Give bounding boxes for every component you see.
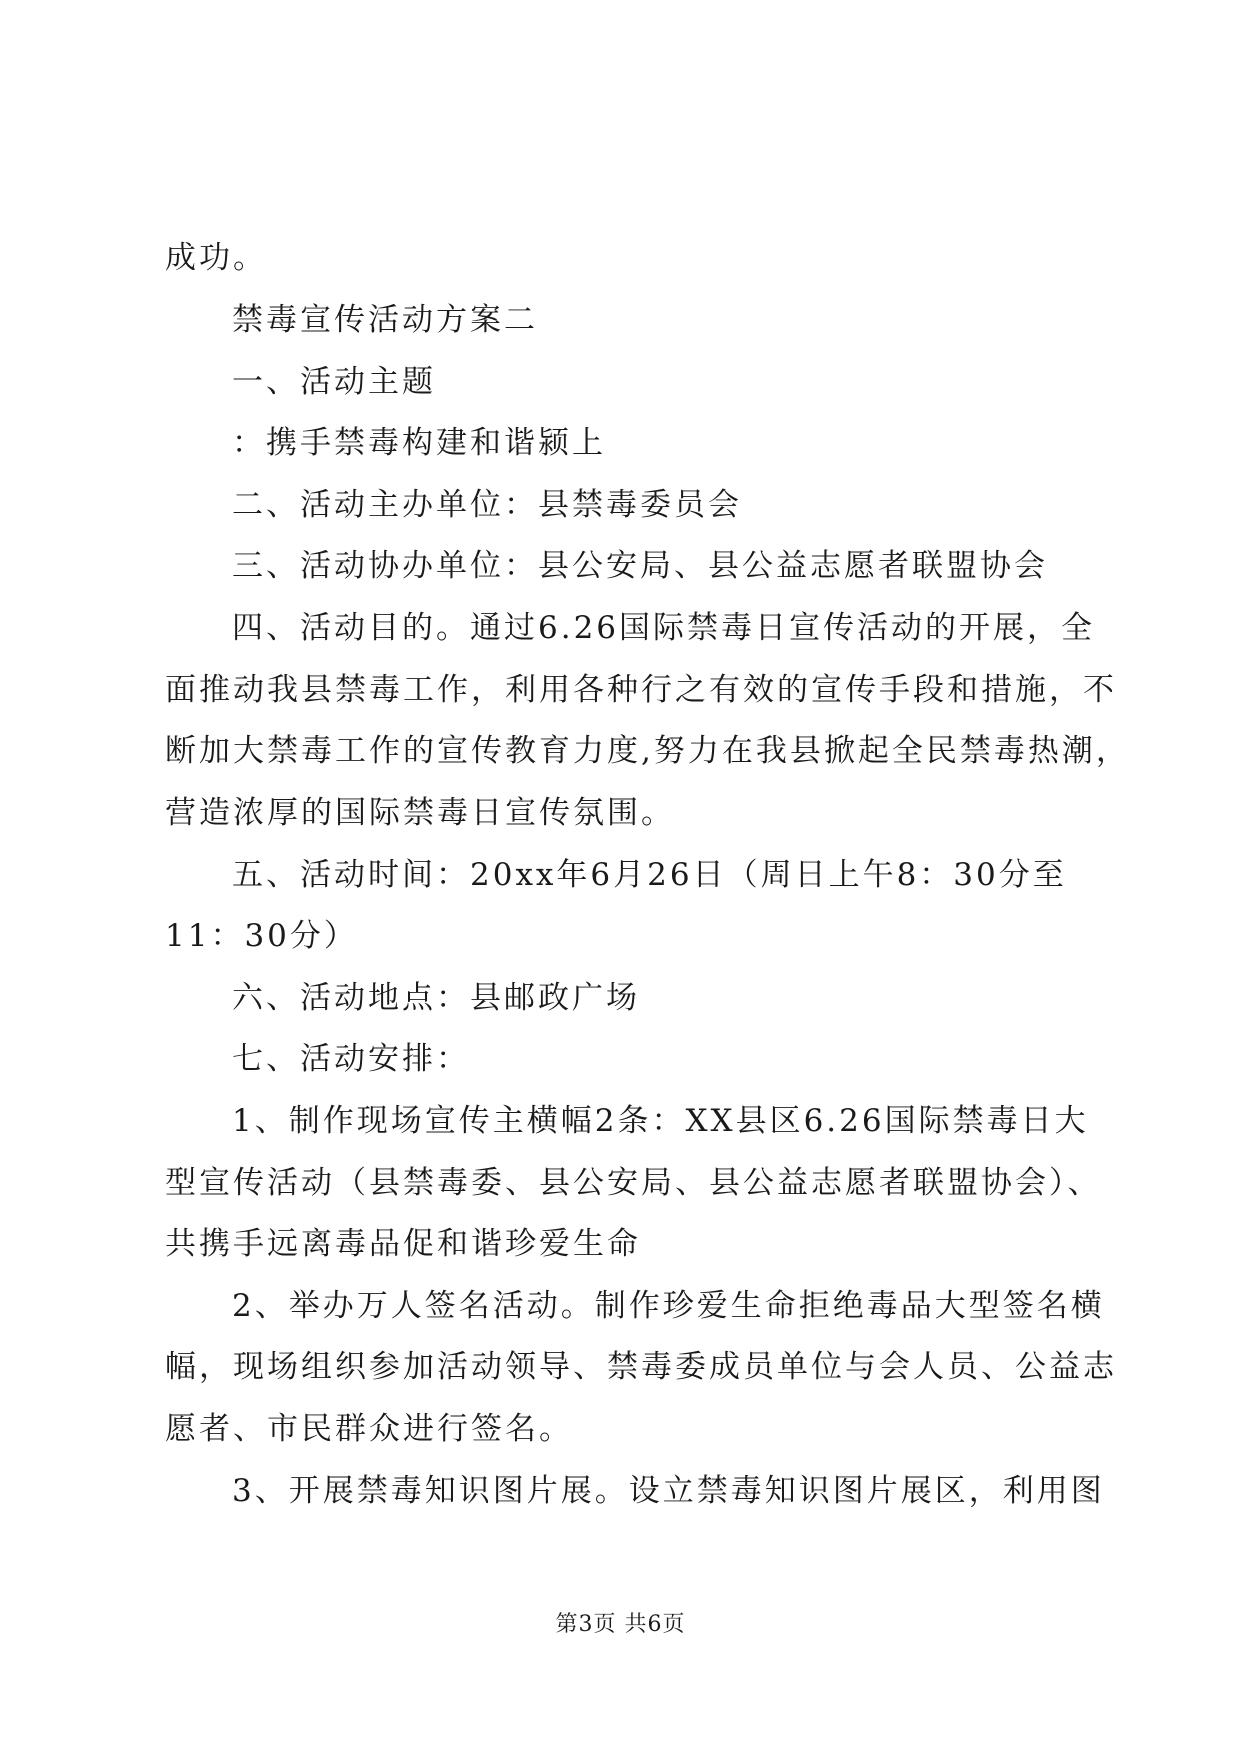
text-line: 11：30分） bbox=[165, 918, 358, 954]
text-line: ：携手禁毒构建和谐颍上 bbox=[232, 425, 606, 461]
heading-co-organizer: 三、活动协办单位：县公安局、县公益志愿者联盟协会 bbox=[232, 548, 1048, 584]
list-item: 3、开展禁毒知识图片展。设立禁毒知识图片展区，利用图 bbox=[232, 1473, 1105, 1509]
text-line: 愿者、市民群众进行签名。 bbox=[165, 1411, 573, 1447]
text-line: 断加大禁毒工作的宣传教育力度,努力在我县掀起全民禁毒热潮， bbox=[165, 733, 1130, 769]
list-item: 1、制作现场宣传主横幅2条：XX县区6.26国际禁毒日大 bbox=[232, 1103, 1089, 1139]
heading-theme: 一、活动主题 bbox=[232, 364, 436, 400]
heading-organizer: 二、活动主办单位：县禁毒委员会 bbox=[232, 487, 742, 523]
text-line: 面推动我县禁毒工作，利用各种行之有效的宣传手段和措施，不 bbox=[165, 672, 1117, 708]
text-line: 幅，现场组织参加活动领导、禁毒委成员单位与会人员、公益志 bbox=[165, 1349, 1117, 1385]
heading-time: 五、活动时间：20xx年6月26日（周日上午8：30分至 bbox=[232, 857, 1067, 893]
list-item: 2、举办万人签名活动。制作珍爱生命拒绝毒品大型签名横 bbox=[232, 1288, 1105, 1324]
text-line: 营造浓厚的国际禁毒日宣传氛围。 bbox=[165, 795, 675, 831]
text-line: 共携手远离毒品促和谐珍爱生命 bbox=[165, 1226, 641, 1262]
heading-arrangement: 七、活动安排： bbox=[232, 1041, 470, 1077]
page-number-footer: 第3页 共6页 bbox=[555, 1612, 686, 1637]
text-line: 成功。 bbox=[165, 240, 267, 276]
heading-location: 六、活动地点：县邮政广场 bbox=[232, 980, 640, 1016]
text-line: 型宣传活动（县禁毒委、县公安局、县公益志愿者联盟协会）、 bbox=[165, 1165, 1102, 1201]
heading-purpose: 四、活动目的。通过6.26国际禁毒日宣传活动的开展，全 bbox=[232, 610, 1096, 646]
section-title: 禁毒宣传活动方案二 bbox=[232, 302, 538, 338]
